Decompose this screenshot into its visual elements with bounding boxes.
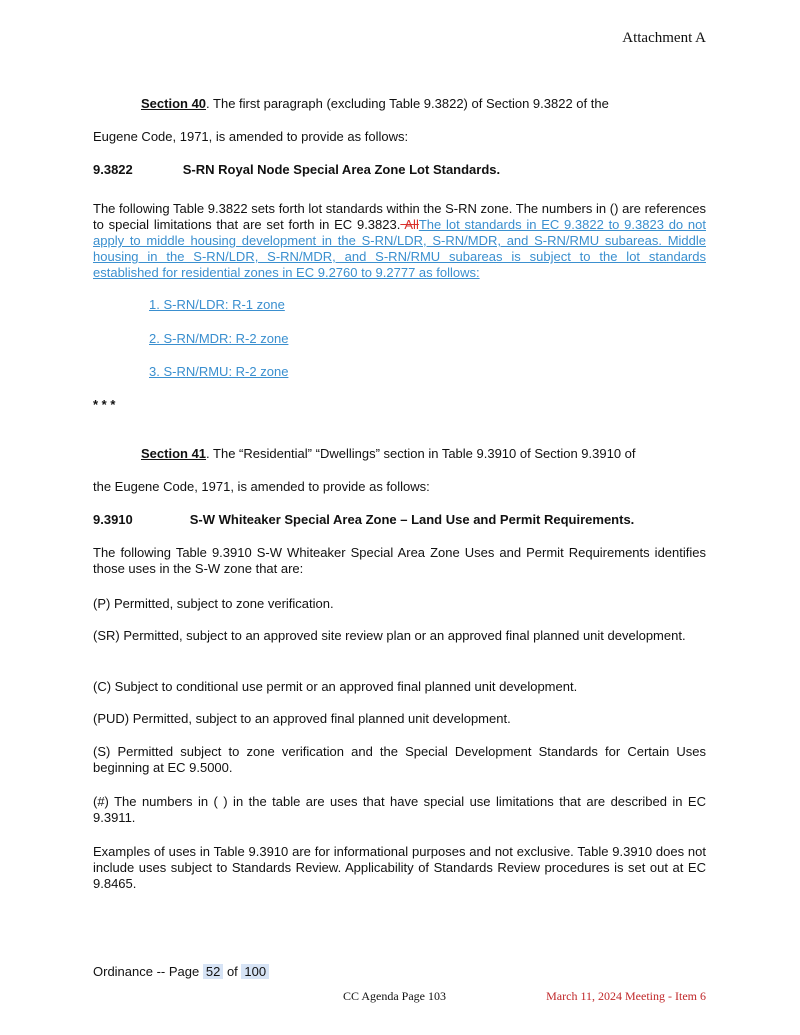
permit-sr: (SR) Permitted, subject to an approved site review plan or an approved final planned unit development.: [93, 628, 686, 643]
section-40-text: . The first paragraph (excluding Table 9.3822) of Section 9.3822 of the: [206, 96, 609, 111]
examples-paragraph: Examples of uses in Table 9.3910 are for informational purposes and not exclusive. Table 9.3910 does not include uses subject to Standards Review. Applicability of Standards Review procedures is set out at EC 9.8465.: [93, 844, 706, 891]
section-40-intro: [141, 96, 706, 112]
rn-section-title: S-RN Royal Node Special Area Zone Lot Standards.: [182, 162, 501, 177]
page-number: 52: [203, 964, 223, 979]
omission-stars: * * *: [93, 397, 116, 412]
attachment-label: Attachment A: [622, 30, 706, 46]
section-40-heading: Section 40: [141, 96, 207, 111]
ordinance-label: Ordinance -- Page: [93, 964, 200, 979]
agenda-page: CC Agenda Page 103: [343, 989, 446, 1003]
section-41-intro: [141, 446, 706, 462]
rn-paragraph: [93, 201, 706, 281]
rn-heading: [93, 162, 706, 178]
meeting-item: March 11, 2024 Meeting - Item 6: [546, 989, 706, 1003]
rn-section-number: 9.3822: [93, 162, 133, 177]
list-item: 1. S-RN/LDR: R-1 zone: [149, 297, 285, 312]
page-counter: [93, 964, 269, 979]
page-total: 100: [241, 964, 269, 979]
list-item: 2. S-RN/MDR: R-2 zone: [149, 331, 289, 346]
sw-intro-paragraph: The following Table 9.3910 S-W Whiteaker Special Area Zone Uses and Permit Requirements identifies those uses in the S-W zone that are:: [93, 545, 706, 576]
permit-s: (S) Permitted subject to zone verification and the Special Development Standards for Certain Uses beginning at EC 9.5000.: [93, 744, 706, 775]
rn-paragraph-text: The following Table 9.3822 sets forth lot standards within the S-RN zone. The numbers in () are references to special limitations that are set forth in EC 9.3823.: [93, 201, 706, 232]
deleted-text: All: [400, 217, 419, 232]
inserted-text: The lot standards in EC 9.3822 to 9.3823 do not apply to middle housing development in the S-RN/LDR, S-RN/MDR, and S-RN/RMU subareas. Middle housing in the S-RN/LDR, S-RN/MDR, and S-RN/RMU subareas is subject to the lot standards established for residential zones in EC 9.2760 to 9.2777 as follows:: [93, 217, 706, 280]
permit-c: (C) Subject to conditional use permit or an approved final planned unit development.: [93, 679, 578, 694]
permit-pud: (PUD) Permitted, subject to an approved final planned unit development.: [93, 711, 511, 726]
of-label: of: [226, 964, 238, 979]
sw-section-number: 9.3910: [93, 512, 133, 527]
section-41-heading: Section 41: [141, 446, 207, 461]
section-41-text: . The “Residential” “Dwellings” section in Table 9.3910 of Section 9.3910 of: [206, 446, 636, 461]
sw-heading: [93, 512, 706, 528]
section-41-text-2: the Eugene Code, 1971, is amended to provide as follows:: [93, 479, 430, 494]
permit-p: (P) Permitted, subject to zone verification.: [93, 596, 334, 611]
list-item: 3. S-RN/RMU: R-2 zone: [149, 364, 289, 379]
sw-section-title: S-W Whiteaker Special Area Zone – Land Use and Permit Requirements.: [189, 512, 635, 527]
section-40-text-2: Eugene Code, 1971, is amended to provide as follows:: [93, 129, 409, 144]
permit-hash: (#) The numbers in ( ) in the table are uses that have special use limitations that are described in EC 9.3911.: [93, 794, 706, 825]
